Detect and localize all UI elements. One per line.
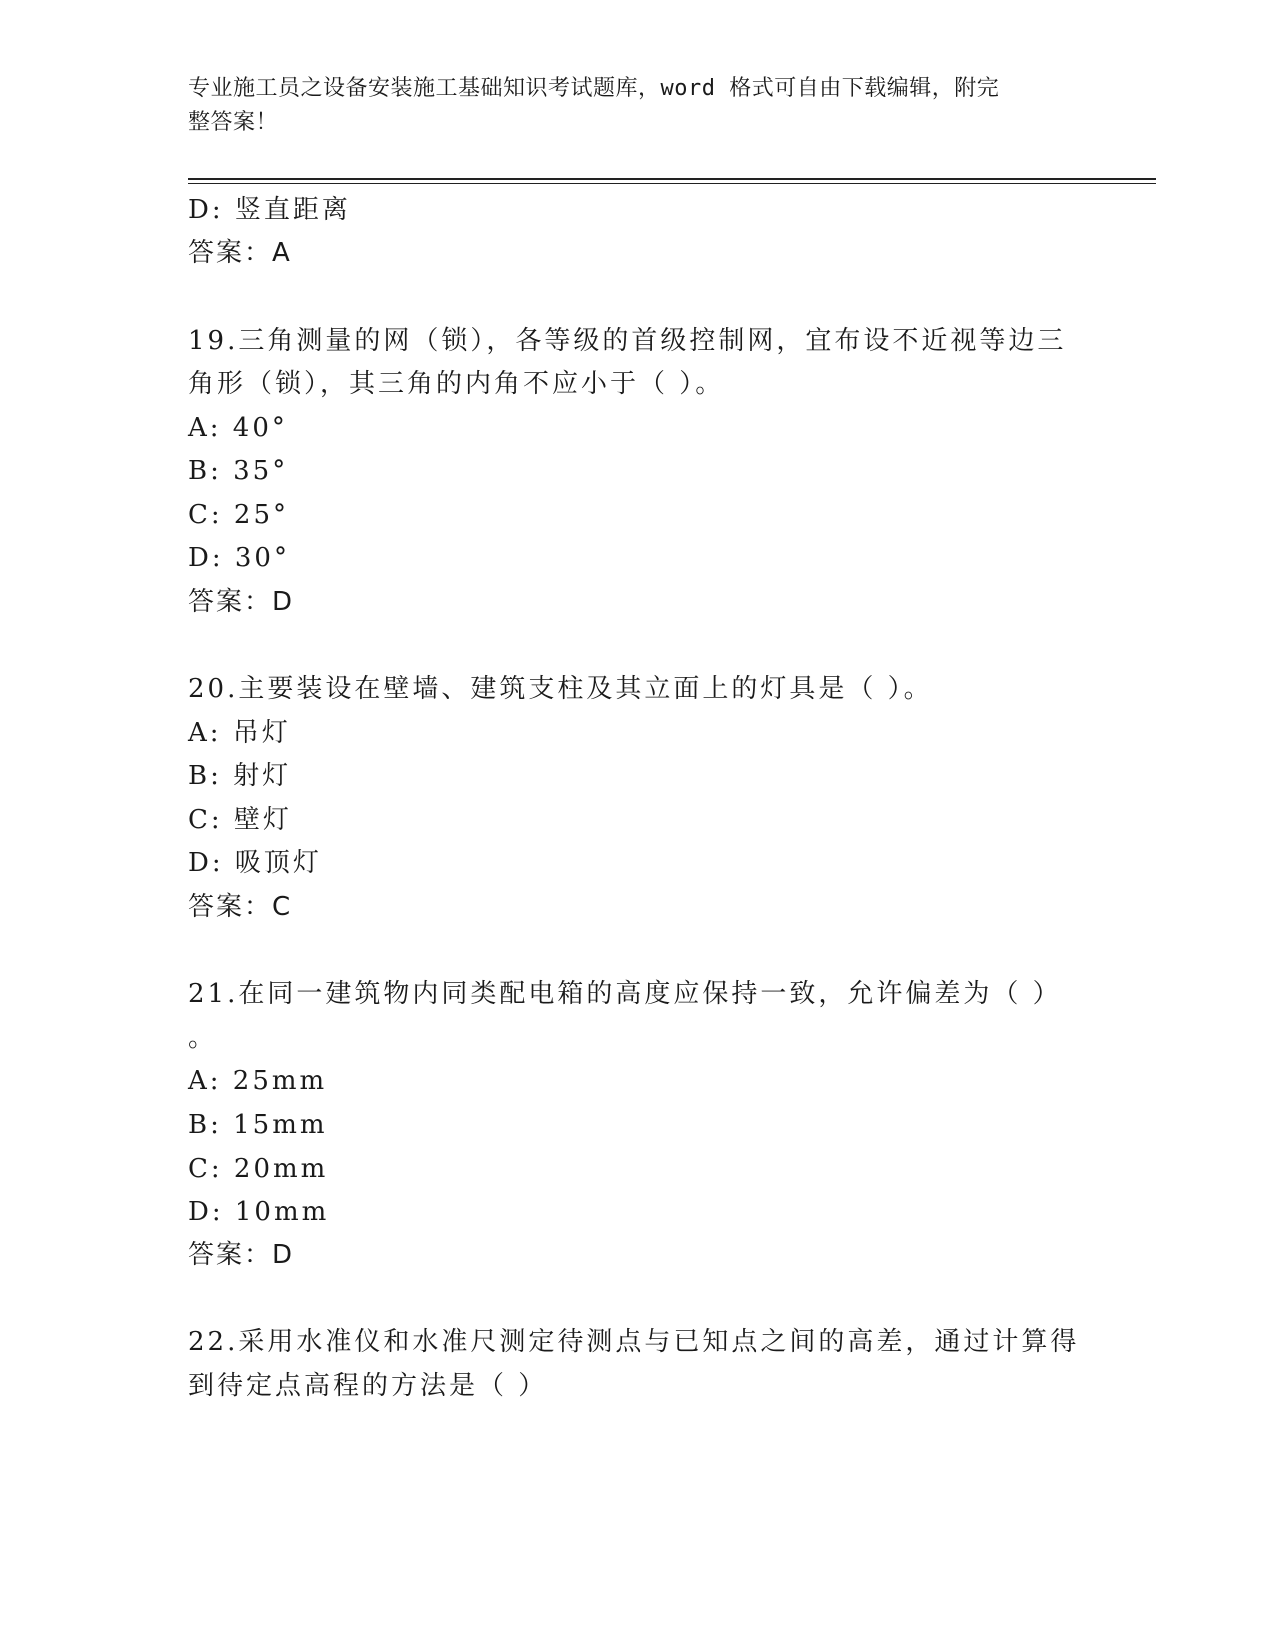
q19-option-b: B: 35° [188, 456, 289, 486]
q20-option-a: A: 吊灯 [188, 718, 291, 748]
header-divider-thin [188, 183, 1156, 184]
q21-question-line-2: 。 [188, 1023, 218, 1053]
q19-question-line-1: 19.三角测量的网（锁），各等级的首级控制网，宜布设不近视等边三 [188, 326, 1067, 356]
header-divider [188, 178, 1156, 180]
q21-option-a: A: 25mm [188, 1066, 328, 1096]
q19-option-d: D: 30° [188, 543, 290, 573]
q21-answer: 答案：D [188, 1240, 295, 1270]
q19-option-a: A: 40° [188, 413, 288, 443]
q21-option-c: C: 20mm [188, 1154, 329, 1184]
header-line-2: 整答案！ [188, 110, 279, 135]
page-header [188, 72, 1068, 140]
q22-question-line-2: 到待定点高程的方法是（ ） [188, 1371, 548, 1401]
q20-question-line-1: 20.主要装设在壁墙、建筑支柱及其立面上的灯具是（ ）。 [188, 674, 933, 704]
q21-option-b: B: 15mm [188, 1110, 328, 1140]
q20-option-b: B: 射灯 [188, 761, 292, 791]
q21-question-line-1: 21.在同一建筑物内同类配电箱的高度应保持一致，允许偏差为（ ） [188, 979, 1062, 1009]
q20-option-d: D: 吸顶灯 [188, 848, 322, 878]
q19-question-line-2: 角形（锁），其三角的内角不应小于（ ）。 [188, 369, 725, 399]
q19-option-c: C: 25° [188, 500, 290, 530]
q22-question-line-1: 22.采用水准仪和水准尺测定待测点与已知点之间的高差，通过计算得 [188, 1327, 1080, 1357]
q20-answer: 答案：C [188, 892, 293, 922]
header-line-1: 专业施工员之设备安装施工基础知识考试题库，word 格式可自由下载编辑，附完 [188, 76, 1000, 101]
q18-answer: 答案：A [188, 238, 292, 268]
q18-option-d: D: 竖直距离 [188, 195, 351, 225]
q19-answer: 答案：D [188, 587, 295, 617]
q21-option-d: D: 10mm [188, 1197, 330, 1227]
q20-option-c: C: 壁灯 [188, 805, 292, 835]
